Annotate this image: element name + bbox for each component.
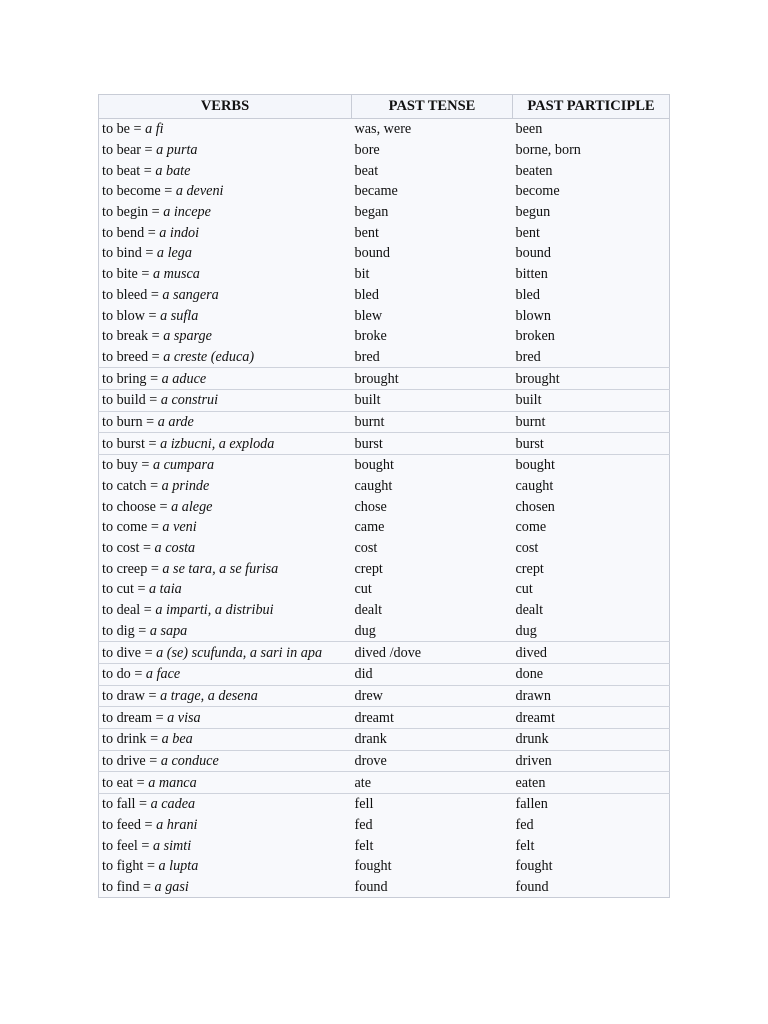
- verb-cell: to bite = a musca: [102, 266, 200, 283]
- verb-cell: to fight = a lupta: [102, 858, 199, 875]
- verb-cell: to begin = a incepe: [102, 204, 211, 221]
- table-row: [99, 326, 670, 347]
- verb-cell: to bleed = a sangera: [102, 286, 219, 303]
- verb-cell: to bear = a purta: [102, 142, 198, 159]
- romanian-translation: a prinde: [161, 478, 210, 495]
- romanian-translation: a imparti, a distribui: [155, 602, 274, 619]
- past-participle-cell: drawn: [513, 685, 670, 707]
- table-row: [99, 663, 670, 685]
- verb-cell: to feed = a hrani: [102, 817, 198, 834]
- past-tense-cell: bore: [354, 142, 380, 159]
- romanian-translation: a incepe: [163, 204, 211, 221]
- past-tense-cell: cost: [354, 540, 378, 557]
- romanian-translation: a trage, a desena: [160, 687, 258, 704]
- past-participle-cell: become: [515, 183, 560, 200]
- english-verb: to cut: [102, 581, 134, 598]
- table-row: [99, 285, 670, 306]
- english-verb: to breed: [102, 348, 149, 365]
- table-row: [99, 558, 670, 579]
- past-participle-cell: brought: [513, 368, 670, 390]
- romanian-translation: a taia: [149, 581, 182, 598]
- english-verb: to eat: [102, 774, 134, 791]
- past-participle-cell: begun: [515, 204, 551, 221]
- romanian-translation: a sapa: [149, 622, 188, 639]
- romanian-translation: a fi: [145, 121, 164, 138]
- verb-cell: to deal = a imparti, a distribui: [102, 602, 274, 619]
- past-participle-cell: bred: [513, 347, 670, 368]
- table-row: [99, 305, 670, 326]
- header-verbs: VERBS: [99, 95, 352, 119]
- verb-cell: to dive = a (se) scufunda, a sari in apa: [99, 642, 352, 664]
- past-tense-cell: bought: [354, 457, 394, 474]
- verb-cell: to cut = a taia: [102, 581, 182, 598]
- past-tense-cell: fought: [354, 858, 392, 875]
- table-row: [99, 728, 670, 750]
- verb-cell: to choose = a alege: [102, 498, 213, 515]
- past-tense-cell: brought: [352, 368, 513, 390]
- past-tense-cell: dreamt: [352, 707, 513, 729]
- table-row: [99, 600, 670, 621]
- romanian-translation: a cumpara: [152, 457, 215, 474]
- past-tense-cell: dug: [352, 621, 513, 642]
- past-tense-cell: blew: [354, 307, 383, 324]
- past-tense-cell: felt: [354, 837, 374, 854]
- past-participle-cell: felt: [515, 837, 535, 854]
- romanian-translation: a veni: [162, 519, 197, 536]
- past-tense-cell: was, were: [354, 121, 412, 138]
- table-row: [99, 642, 670, 664]
- romanian-translation: a conduce: [160, 752, 219, 769]
- past-tense-cell: did: [352, 663, 513, 685]
- past-participle-cell: crept: [515, 560, 544, 577]
- past-participle-cell: caught: [515, 478, 554, 495]
- table-row: [99, 411, 670, 433]
- english-verb: to fall: [102, 796, 136, 813]
- table-row: [99, 794, 670, 815]
- verb-cell: to beat = a bate: [102, 162, 191, 179]
- english-verb: to bleed: [102, 286, 148, 303]
- table-row: [99, 856, 670, 877]
- english-verb: to become: [102, 183, 161, 200]
- table-row: [99, 538, 670, 559]
- table-row: [99, 517, 670, 538]
- past-participle-cell: broken: [515, 328, 555, 345]
- romanian-translation: a bate: [155, 162, 191, 179]
- table-body: [99, 119, 670, 898]
- english-verb: to buy: [102, 457, 138, 474]
- verb-cell: to blow = a sufla: [102, 307, 199, 324]
- verb-cell: to break = a sparge: [102, 328, 212, 345]
- english-verb: to drink: [102, 731, 147, 748]
- past-tense-cell: broke: [354, 328, 387, 345]
- table-row: [99, 707, 670, 729]
- romanian-translation: a construi: [160, 392, 219, 409]
- verb-cell: to become = a deveni: [102, 183, 224, 200]
- past-participle-cell: done: [513, 663, 670, 685]
- english-verb: to do: [102, 666, 131, 683]
- verb-cell: to drink = a bea: [99, 728, 352, 750]
- verb-cell: to draw = a trage, a desena: [99, 685, 352, 707]
- verb-cell: to burn = a arde: [99, 411, 352, 433]
- past-participle-cell: been: [515, 121, 543, 138]
- table-row: [99, 140, 670, 161]
- english-verb: to feel: [102, 837, 138, 854]
- romanian-translation: a face: [145, 666, 181, 683]
- irregular-verbs-table: [98, 94, 670, 898]
- romanian-translation: a purta: [156, 142, 198, 159]
- past-tense-cell: drove: [352, 750, 513, 772]
- english-verb: to bend: [102, 224, 145, 241]
- past-participle-cell: dug: [513, 621, 670, 642]
- past-tense-cell: dived /dove: [352, 642, 513, 664]
- english-verb: to find: [102, 879, 140, 896]
- past-tense-cell: began: [354, 204, 389, 221]
- table-row: [99, 243, 670, 264]
- header-row: [99, 95, 670, 119]
- verb-cell: to cost = a costa: [102, 540, 196, 557]
- romanian-translation: a alege: [171, 498, 213, 515]
- english-verb: to be: [102, 121, 130, 138]
- verb-cell: to drive = a conduce: [99, 750, 352, 772]
- romanian-translation: a (se) scufunda, a sari in apa: [156, 644, 323, 661]
- table-row: [99, 815, 670, 836]
- verb-cell: to dig = a sapa: [99, 621, 352, 642]
- past-participle-cell: bent: [515, 224, 540, 241]
- table-row: [99, 160, 670, 181]
- english-verb: to bite: [102, 266, 138, 283]
- romanian-translation: a cadea: [150, 796, 196, 813]
- romanian-translation: a visa: [167, 709, 201, 726]
- past-tense-cell: built: [352, 389, 513, 411]
- table-row: [99, 835, 670, 856]
- romanian-translation: a bea: [161, 731, 193, 748]
- table-row: [99, 579, 670, 600]
- past-participle-cell: dreamt: [513, 707, 670, 729]
- past-participle-cell: bought: [515, 457, 555, 474]
- verb-cell: to be = a fi: [102, 121, 164, 138]
- verb-cell: to do = a face: [99, 663, 352, 685]
- header-past-participle: PAST PARTICIPLE: [513, 95, 670, 119]
- past-tense-cell: dealt: [354, 602, 383, 619]
- romanian-translation: a sufla: [160, 307, 199, 324]
- romanian-translation: a sangera: [162, 286, 219, 303]
- past-participle-cell: drunk: [513, 728, 670, 750]
- past-participle-cell: found: [515, 879, 549, 896]
- romanian-translation: a indoi: [159, 224, 200, 241]
- past-participle-cell: come: [515, 519, 547, 536]
- past-tense-cell: bled: [354, 286, 379, 303]
- romanian-translation: a se tara, a se furisa: [162, 560, 279, 577]
- english-verb: to bind: [102, 245, 142, 262]
- verb-cell: to bend = a indoi: [102, 224, 200, 241]
- english-verb: to beat: [102, 162, 141, 179]
- past-participle-cell: driven: [513, 750, 670, 772]
- table-row: [99, 181, 670, 202]
- english-verb: to creep: [102, 560, 148, 577]
- romanian-translation: a deveni: [175, 183, 224, 200]
- past-tense-cell: bent: [354, 224, 379, 241]
- table-row: [99, 476, 670, 497]
- english-verb: to come: [102, 519, 148, 536]
- table-row: [99, 455, 670, 476]
- table-row: [99, 368, 670, 390]
- romanian-translation: a aduce: [161, 370, 207, 387]
- past-participle-cell: built: [513, 389, 670, 411]
- past-tense-cell: bred: [352, 347, 513, 368]
- past-tense-cell: bound: [354, 245, 390, 262]
- past-tense-cell: bit: [354, 266, 370, 283]
- english-verb: to dream: [102, 709, 153, 726]
- header-past-tense: PAST TENSE: [352, 95, 513, 119]
- romanian-translation: a hrani: [156, 817, 198, 834]
- table-row: [99, 119, 670, 140]
- past-tense-cell: crept: [354, 560, 383, 577]
- past-tense-cell: drank: [352, 728, 513, 750]
- verb-cell: to build = a construi: [99, 389, 352, 411]
- past-tense-cell: caught: [354, 478, 393, 495]
- table-row: [99, 222, 670, 243]
- table-row: [99, 347, 670, 368]
- past-tense-cell: burst: [352, 433, 513, 455]
- past-tense-cell: came: [354, 519, 385, 536]
- table-row: [99, 433, 670, 455]
- past-participle-cell: cost: [515, 540, 539, 557]
- past-tense-cell: ate: [352, 772, 513, 794]
- english-verb: to burn: [102, 413, 143, 430]
- table-row: [99, 621, 670, 642]
- romanian-translation: a manca: [148, 774, 197, 791]
- past-participle-cell: fought: [515, 858, 553, 875]
- romanian-translation: a izbucni, a exploda: [160, 435, 275, 452]
- past-tense-cell: fed: [354, 817, 373, 834]
- past-tense-cell: burnt: [352, 411, 513, 433]
- english-verb: to dive: [102, 644, 142, 661]
- english-verb: to bear: [102, 142, 141, 159]
- table-row: [99, 389, 670, 411]
- past-participle-cell: bitten: [515, 266, 548, 283]
- verb-cell: to catch = a prinde: [102, 478, 210, 495]
- past-participle-cell: chosen: [515, 498, 555, 515]
- romanian-translation: a lega: [156, 245, 192, 262]
- verb-cell: to eat = a manca: [99, 772, 352, 794]
- table-row: [99, 750, 670, 772]
- past-participle-cell: beaten: [515, 162, 553, 179]
- english-verb: to dig: [102, 622, 135, 639]
- verb-cell: to bind = a lega: [102, 245, 192, 262]
- english-verb: to begin: [102, 204, 149, 221]
- past-tense-cell: beat: [354, 162, 379, 179]
- verb-cell: to creep = a se tara, a se furisa: [102, 560, 279, 577]
- verb-cell: to come = a veni: [102, 519, 197, 536]
- english-verb: to bring: [102, 370, 147, 387]
- verb-cell: to buy = a cumpara: [102, 457, 215, 474]
- romanian-translation: a costa: [154, 540, 196, 557]
- verb-cell: to dream = a visa: [99, 707, 352, 729]
- english-verb: to choose: [102, 498, 156, 515]
- verb-cell: to find = a gasi: [102, 879, 189, 896]
- past-participle-cell: fallen: [515, 796, 548, 813]
- past-participle-cell: burnt: [513, 411, 670, 433]
- english-verb: to break: [102, 328, 149, 345]
- english-verb: to burst: [102, 435, 145, 452]
- past-tense-cell: fell: [354, 796, 374, 813]
- past-participle-cell: fed: [515, 817, 534, 834]
- english-verb: to catch: [102, 478, 147, 495]
- past-participle-cell: bound: [515, 245, 551, 262]
- verb-cell: to burst = a izbucni, a exploda: [99, 433, 352, 455]
- table-row: [99, 496, 670, 517]
- english-verb: to drive: [102, 752, 146, 769]
- table-row: [99, 264, 670, 285]
- verb-cell: to fall = a cadea: [102, 796, 196, 813]
- past-tense-cell: cut: [354, 581, 372, 598]
- verb-cell: to bring = a aduce: [99, 368, 352, 390]
- english-verb: to cost: [102, 540, 140, 557]
- verb-cell: to feel = a simti: [102, 837, 192, 854]
- past-participle-cell: eaten: [513, 772, 670, 794]
- past-tense-cell: chose: [354, 498, 387, 515]
- romanian-translation: a simti: [152, 837, 192, 854]
- past-participle-cell: dealt: [515, 602, 544, 619]
- past-participle-cell: blown: [515, 307, 551, 324]
- past-participle-cell: dived: [513, 642, 670, 664]
- english-verb: to deal: [102, 602, 141, 619]
- english-verb: to fight: [102, 858, 144, 875]
- table-row: [99, 685, 670, 707]
- past-participle-cell: bled: [515, 286, 540, 303]
- english-verb: to feed: [102, 817, 141, 834]
- english-verb: to build: [102, 392, 146, 409]
- past-tense-cell: drew: [352, 685, 513, 707]
- past-tense-cell: found: [354, 879, 388, 896]
- table-row: [99, 772, 670, 794]
- past-participle-cell: borne, born: [515, 142, 581, 159]
- table-row: [99, 877, 670, 898]
- romanian-translation: a arde: [157, 413, 194, 430]
- english-verb: to draw: [102, 687, 145, 704]
- romanian-translation: a creste (educa): [163, 348, 255, 365]
- past-tense-cell: became: [354, 183, 398, 200]
- table-row: [99, 202, 670, 223]
- verb-cell: to breed = a creste (educa): [99, 347, 352, 368]
- past-participle-cell: burst: [513, 433, 670, 455]
- romanian-translation: a lupta: [158, 858, 199, 875]
- romanian-translation: a musca: [152, 266, 200, 283]
- romanian-translation: a sparge: [163, 328, 212, 345]
- past-participle-cell: cut: [515, 581, 533, 598]
- english-verb: to blow: [102, 307, 145, 324]
- romanian-translation: a gasi: [154, 879, 189, 896]
